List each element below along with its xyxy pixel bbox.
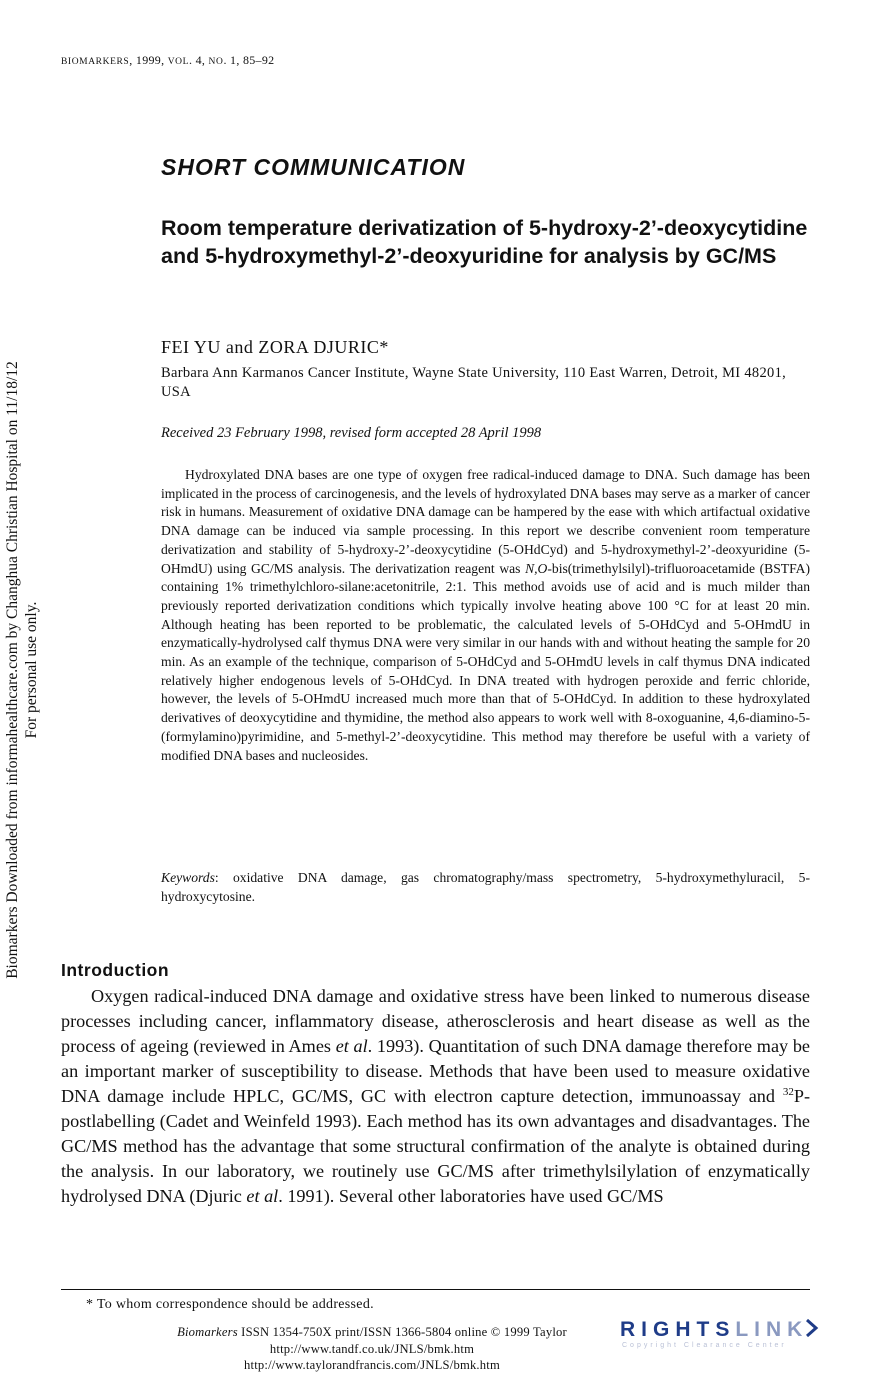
- footnote-divider: [61, 1289, 810, 1290]
- volume-number: . 4,: [189, 53, 209, 67]
- rightslink-link: LINK: [735, 1318, 809, 1341]
- received-dates: Received 23 February 1998, revised form accepted 28 April 1998: [161, 425, 542, 441]
- intro-text-3: P-postlabelling (Cadet and Weinfeld 1993). Each method has its own advantages and disadvantages. The GC/MS method has the advantage that some structural confirmation of the analyte is obtained during the analysis. In our laboratory, we routinely use GC/MS after trimethylsilylation of enzymatically hydrolysed DNA (Djuric: [61, 1086, 810, 1206]
- page-range: . 1, 85–92: [223, 53, 275, 67]
- introduction-heading: Introduction: [61, 960, 170, 980]
- intro-text-2: . 1993). Quantitation of such DNA damage therefore may be an important marker of susceptibility to disease. Methods that have been used to measure oxidative DNA damage include HPLC, GC/MS, GC with electron capture detection, immunoassay and: [61, 1036, 810, 1106]
- abstract: [161, 466, 810, 765]
- keywords-label: Keywords: [161, 870, 215, 885]
- article-title: Room temperature derivatization of 5-hydroxy-2’-deoxycytidine and 5-hydroxymethyl-2’-deoxyuridine for analysis by GC/MS: [161, 216, 808, 268]
- intro-superscript: 32: [782, 1085, 794, 1098]
- abstract-text-2: -bis(trimethylsilyl)-trifluoroacetamide (BSTFA) containing 1% trimethylchloro-silane:acetonitrile, 2:1. This method avoids use of acid and is much milder than previously reported derivatization conditions which typically involve heating above 100 °C for at least 20 min. Although heating has been reported to be problematic, the calculated levels of 5-OHdCyd and 5-OHmdU in enzymatically-hydrolysed calf thymus DNA were very similar in our hands with and without heating the sample for 20 min. As an example of the technique, comparison of 5-OHdCyd and 5-OHmdU levels in calf thymus DNA indicated relatively higher endogenous levels of 5-OHdCyd. In DNA treated with hydrogen peroxide and ferric chloride, however, the levels of 5-OHmdU increased much more than that of 5-OHdCyd. In addition to these hydroxylated derivatives of deoxycytidine and thymidine, the method also appears to work well with 8-oxoguanine, 4,6-diamino-5-(formylamino)pyrimidine, and 5-methyl-2’-deoxycytidine. This method may therefore be useful with a variety of modified DNA bases and nucleosides.: [161, 560, 810, 763]
- introduction-body: [61, 984, 810, 1209]
- intro-text-4: . 1991). Several other laboratories have used GC/MS: [278, 1186, 664, 1206]
- abstract-text-1: Hydroxylated DNA bases are one type of oxygen free radical-induced damage to DNA. Such damage has been implicated in the process of carcinogenesis, and the levels of hydroxylated DNA bases may serve as a marker of cancer risk in humans. Measurement of oxidative DNA damage can be hampered by the ease with which artifactual oxidative DNA damage can be induced via sample processing. In this report we describe convenient room temperature derivatization and stability of 5-hydroxy-2’-deoxycytidine (5-OHdCyd) and 5-hydroxymethyl-2’-deoxyuridine (5-OHmdU) using GC/MS analysis. The derivatization reagent was: [161, 467, 810, 576]
- rightslink-rights: RIGHTS: [620, 1318, 736, 1341]
- imprint-url-2[interactable]: http://www.taylorandfrancis.com/JNLS/bmk.htm: [244, 1358, 500, 1372]
- watermark-line-2: For personal use only.: [23, 601, 40, 739]
- journal-header: [61, 53, 274, 68]
- affiliation: Barbara Ann Karmanos Cancer Institute, Wayne State University, 110 East Warren, Detroit, MI 48201, USA: [161, 365, 787, 400]
- imprint-journal: Biomarkers: [177, 1325, 238, 1339]
- keywords-text: : oxidative DNA damage, gas chromatography/mass spectrometry, 5-hydroxymethyluracil, 5-hydroxycytosine.: [161, 870, 810, 904]
- imprint-url-1[interactable]: http://www.tandf.co.uk/JNLS/bmk.htm: [269, 1341, 475, 1356]
- intro-etal-1: et al: [335, 1036, 368, 1056]
- intro-etal-2: et al: [246, 1186, 279, 1206]
- journal-year: , 1999,: [129, 53, 168, 67]
- journal-name: BIOMARKERS: [61, 57, 130, 67]
- rightslink-subtitle: Copyright Clearance Center: [622, 1342, 787, 1349]
- rightslink-wordmark: [620, 1318, 820, 1342]
- section-kind: SHORT COMMUNICATION: [161, 154, 466, 180]
- rightslink-chevron-icon: [804, 1318, 820, 1338]
- correspondence-footnote: * To whom correspondence should be addressed.: [86, 1297, 374, 1312]
- authors: FEI YU and ZORA DJURIC*: [161, 337, 389, 357]
- intro-text-1: Oxygen radical-induced DNA damage and oxidative stress have been linked to numerous disease processes including cancer, inflammatory disease, atherosclerosis and heart disease as well as the process of ageing (reviewed in Ames: [61, 986, 810, 1056]
- volume-label: VOL: [167, 57, 190, 67]
- imprint-issn: ISSN 1354-750X print/ISSN 1366-5804 online © 1999 Taylor: [237, 1325, 567, 1339]
- abstract-italic: N,O: [525, 560, 548, 576]
- download-watermark: [3, 320, 41, 1020]
- keywords: [161, 869, 810, 906]
- issue-label: NO: [208, 57, 224, 67]
- rightslink-logo: [620, 1318, 860, 1352]
- watermark-line-1: Biomarkers Downloaded from informahealthcare.com by Changhua Christian Hospital on 11/18/12: [4, 361, 21, 979]
